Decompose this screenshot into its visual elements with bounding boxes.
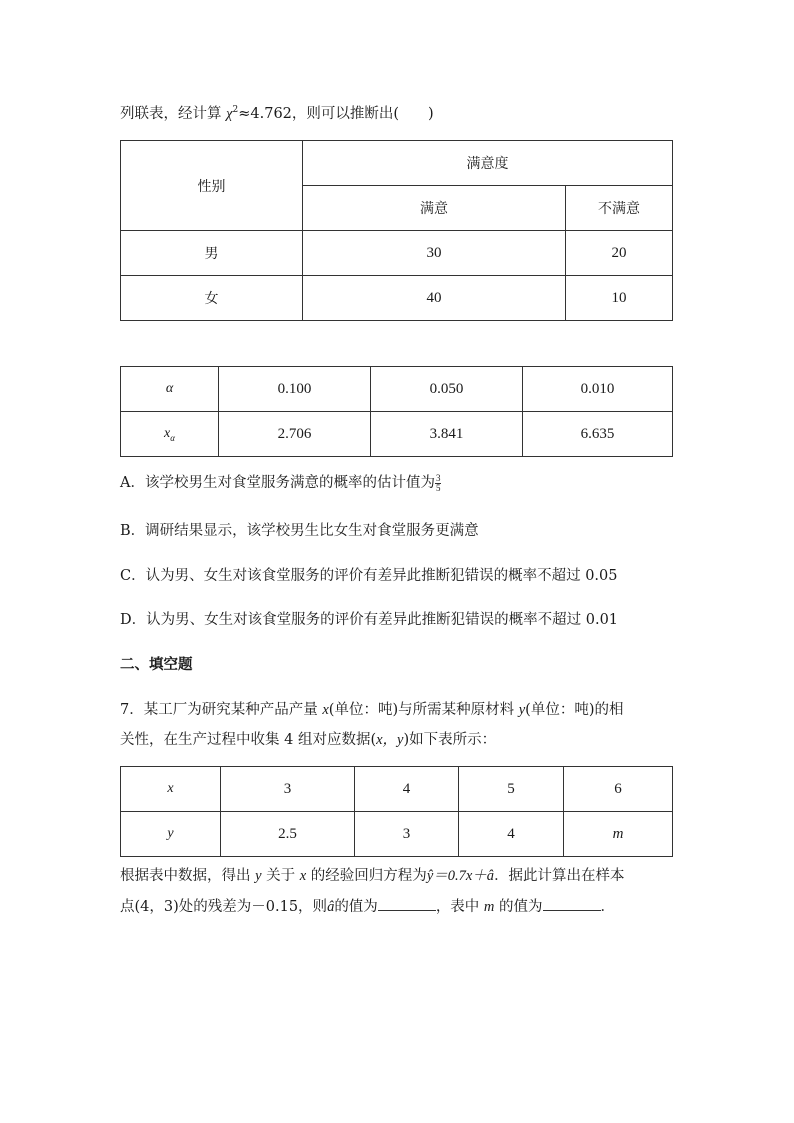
x-row-label: x: [121, 767, 221, 812]
contingency-table: [120, 140, 673, 321]
q7-text: 的值为: [494, 899, 543, 915]
critical-value-table: [120, 366, 673, 457]
answer-blank-2[interactable]: [543, 896, 601, 911]
option-c: C．认为男、女生对该食堂服务的评价有差异此推断犯错误的概率不超过 0.05: [120, 568, 618, 584]
fraction-numerator: 3: [435, 472, 441, 483]
regression-equation: ŷ＝0.7x＋â: [426, 868, 495, 884]
q7-text: 的经验回归方程为: [306, 868, 427, 884]
option-a-text: A．该学校男生对食堂服务满意的概率的估计值为: [120, 475, 435, 491]
xy-data-table: [120, 766, 673, 857]
q7-text: 点(4，3)处的残差为－0.15，则: [120, 899, 328, 915]
q7-line-3: [120, 864, 625, 885]
section-title: 二、填空题: [120, 656, 193, 673]
table-row: [121, 231, 673, 276]
alpha-label: α: [121, 367, 219, 412]
cell-male-unsatisfied: 20: [566, 231, 673, 276]
q7-text: 关于: [261, 868, 300, 884]
y-row-label: y: [121, 812, 221, 857]
header-satisfied: 满意: [303, 186, 566, 231]
chi-square-exponent: 2: [232, 105, 239, 116]
data-pair: x，y: [376, 732, 404, 748]
answer-blank-1[interactable]: [378, 896, 436, 911]
x-cell-4: 6: [564, 767, 673, 812]
var-m: m: [483, 899, 495, 915]
q7-text: ．据此计算出在样本: [494, 868, 625, 884]
alpha-value-1: 0.100: [219, 367, 371, 412]
q7-text: )如下表所示：: [403, 732, 497, 748]
intro-text-before: 列联表，经计算: [120, 106, 227, 122]
x-value-1: 2.706: [219, 412, 371, 457]
intro-line: [120, 102, 434, 123]
q7-text: (单位：吨)与所需某种原材料: [328, 702, 519, 718]
table-row: [121, 276, 673, 321]
var-y: y: [518, 702, 526, 718]
q7-line-1: [120, 698, 623, 719]
option-a-fraction: [435, 474, 442, 493]
y-cell-4: m: [564, 812, 673, 857]
option-a: [120, 471, 441, 493]
x-alpha-label: [121, 412, 219, 457]
a-hat: â: [327, 899, 335, 915]
var-y: y: [255, 868, 262, 884]
header-satisfaction: 满意度: [303, 141, 673, 186]
row-label-female: 女: [121, 276, 303, 321]
x-value-2: 3.841: [371, 412, 523, 457]
q7-text: 关性，在生产过程中收集 4 组对应数据(: [120, 732, 377, 748]
q7-text: 的值为: [334, 899, 378, 915]
header-unsatisfied: 不满意: [566, 186, 673, 231]
table-row: [121, 412, 673, 457]
x-cell-2: 4: [355, 767, 459, 812]
var-x: x: [299, 868, 307, 884]
x-value-3: 6.635: [523, 412, 673, 457]
header-gender: 性别: [121, 141, 303, 231]
q7-line-2: [120, 728, 496, 749]
var-x: x: [322, 702, 329, 718]
cell-male-satisfied: 30: [303, 231, 566, 276]
q7-text: 根据表中数据，得出: [120, 868, 256, 884]
q7-line-4: [120, 895, 615, 916]
cell-female-satisfied: 40: [303, 276, 566, 321]
alpha-value-2: 0.050: [371, 367, 523, 412]
q7-text: (单位：吨)的相: [525, 702, 624, 718]
cell-female-unsatisfied: 10: [566, 276, 673, 321]
y-cell-3: 4: [459, 812, 564, 857]
row-label-male: 男: [121, 231, 303, 276]
q7-text: 7．某工厂为研究某种产品产量: [120, 702, 323, 718]
q7-text: ，表中: [435, 899, 484, 915]
option-d: D．认为男、女生对该食堂服务的评价有差异此推断犯错误的概率不超过 0.01: [120, 612, 619, 628]
intro-text-after: ≈4.762，则可以推断出( ): [238, 106, 434, 122]
table-row: [121, 767, 673, 812]
y-cell-1: 2.5: [221, 812, 355, 857]
x-alpha-x: x: [164, 426, 171, 442]
table-row: [121, 367, 673, 412]
x-alpha-subscript: α: [170, 432, 175, 443]
alpha-value-3: 0.010: [523, 367, 673, 412]
option-b: B．调研结果显示，该学校男生比女生对食堂服务更满意: [120, 523, 479, 539]
chi-symbol: χ: [226, 106, 233, 122]
table-row: [121, 812, 673, 857]
fraction-denominator: 5: [435, 482, 441, 493]
y-cell-2: 3: [355, 812, 459, 857]
q7-text: ．: [600, 899, 616, 915]
x-cell-1: 3: [221, 767, 355, 812]
x-cell-3: 5: [459, 767, 564, 812]
